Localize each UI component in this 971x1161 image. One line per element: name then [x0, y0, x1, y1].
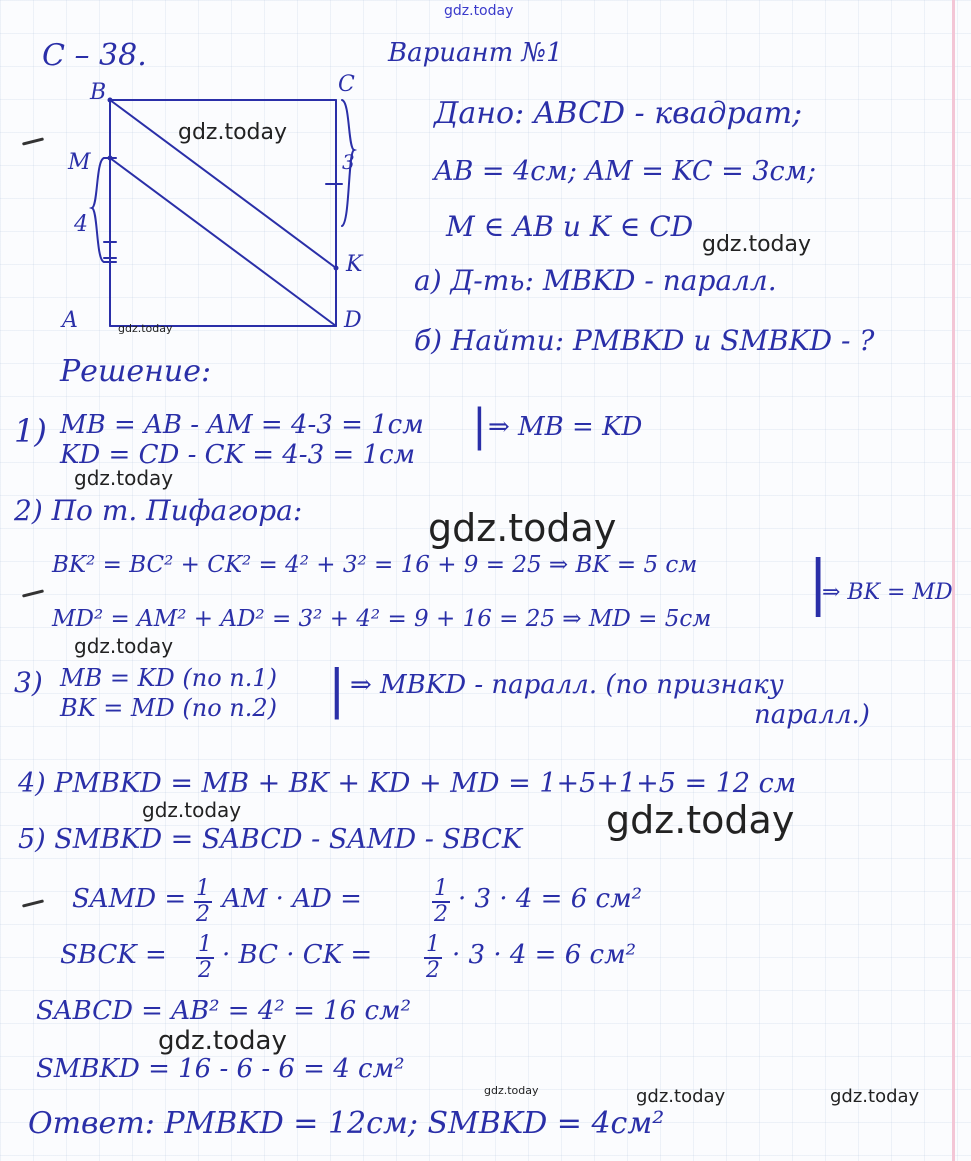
step1-result: ⇒ MB = KD [488, 412, 643, 442]
step2-line: BK² = BC² + CK² = 4² + 3² = 16 + 9 = 25 ⇒ BK = 5 см [52, 552, 698, 578]
fraction-one-half: 1 2 [196, 876, 210, 927]
step3-result: паралл.) [754, 700, 870, 730]
answer-line: Ответ: PMBKD = 12см; SMBKD = 4см² [28, 1106, 665, 1141]
given-line: M ∈ AB и K ∈ CD [446, 210, 694, 243]
step1-line: KD = CD - CK = 4-3 = 1см [60, 440, 416, 470]
brace-bar: | [808, 548, 829, 618]
variant-title: Вариант №1 [388, 38, 563, 68]
area-amd-formula: AM · AD = [222, 884, 362, 914]
watermark: gdz.today [830, 1086, 920, 1107]
watermark: gdz.today [636, 1086, 726, 1107]
step2-heading: 2) По т. Пифагора: [14, 494, 303, 527]
fraction-one-half: 1 2 [434, 876, 448, 927]
area-abcd-line: SABCD = AB² = 4² = 16 см² [36, 996, 412, 1026]
watermark: gdz.today [428, 506, 617, 550]
fraction-one-half: 1 2 [426, 932, 440, 983]
watermark: gdz.today [702, 232, 812, 257]
watermark: gdz.today [158, 1026, 287, 1056]
area-mbkd-line: SMBKD = 16 - 6 - 6 = 4 см² [36, 1054, 405, 1084]
step3-line: BK = MD (по п.2) [60, 694, 277, 722]
watermark: gdz.today [142, 798, 242, 822]
watermark: gdz.today [444, 3, 514, 19]
area-bck-formula: · BC · CK = [222, 940, 373, 970]
area-amd-value: · 3 · 4 = 6 см² [458, 884, 643, 914]
vertex-label-b: B [90, 80, 107, 105]
step1-line: MB = AB - AM = 4-3 = 1см [60, 410, 424, 440]
step3-result: ⇒ MBKD - паралл. (по признаку [350, 670, 784, 700]
given-line: AB = 4см; AM = KC = 3см; [434, 156, 817, 187]
watermark: gdz.today [74, 466, 174, 490]
step5-line: 5) SMBKD = SABCD - SAMD - SBCK [18, 824, 523, 855]
brace-bar: | [328, 660, 346, 720]
segment-length-kc: 3 [342, 150, 355, 174]
segment-length-am: 4 [74, 212, 88, 237]
watermark: gdz.today [74, 634, 174, 658]
vertex-label-d: D [344, 308, 362, 333]
prove-statement: а) Д-ть: MBKD - паралл. [414, 264, 777, 297]
vertex-label-c: C [338, 72, 355, 97]
given-line: Дано: ABCD - квадрат; [434, 96, 803, 131]
brace-bar: | [472, 400, 487, 451]
vertex-label-a: A [62, 308, 78, 333]
solution-heading: Решение: [60, 354, 212, 389]
watermark: gdz.today [178, 120, 288, 145]
area-bck-value: · 3 · 4 = 6 см² [452, 940, 637, 970]
area-amd-label: SAMD = [72, 884, 187, 914]
step2-result: ⇒ BK = MD [822, 580, 953, 605]
step-number: 1) [14, 412, 47, 450]
problem-number: С – 38. [42, 38, 147, 73]
step3-line: MB = KD (по п.1) [60, 664, 277, 692]
vertex-label-m: M [68, 150, 91, 175]
vertex-label-k: K [346, 252, 363, 277]
watermark: gdz.today [118, 322, 173, 335]
fraction-one-half: 1 2 [198, 932, 212, 983]
find-statement: б) Найти: PMBKD и SMBKD - ? [414, 324, 875, 357]
step2-line: MD² = AM² + AD² = 3² + 4² = 9 + 16 = 25 ⇒ MD = 5см [52, 606, 712, 632]
area-bck-label: SBCK = [60, 940, 167, 970]
watermark: gdz.today [606, 798, 795, 842]
step-number: 3) [14, 666, 43, 699]
step4-line: 4) PMBKD = MB + BK + KD + MD = 1+5+1+5 = 12 см [18, 768, 797, 799]
watermark: gdz.today [484, 1084, 539, 1097]
